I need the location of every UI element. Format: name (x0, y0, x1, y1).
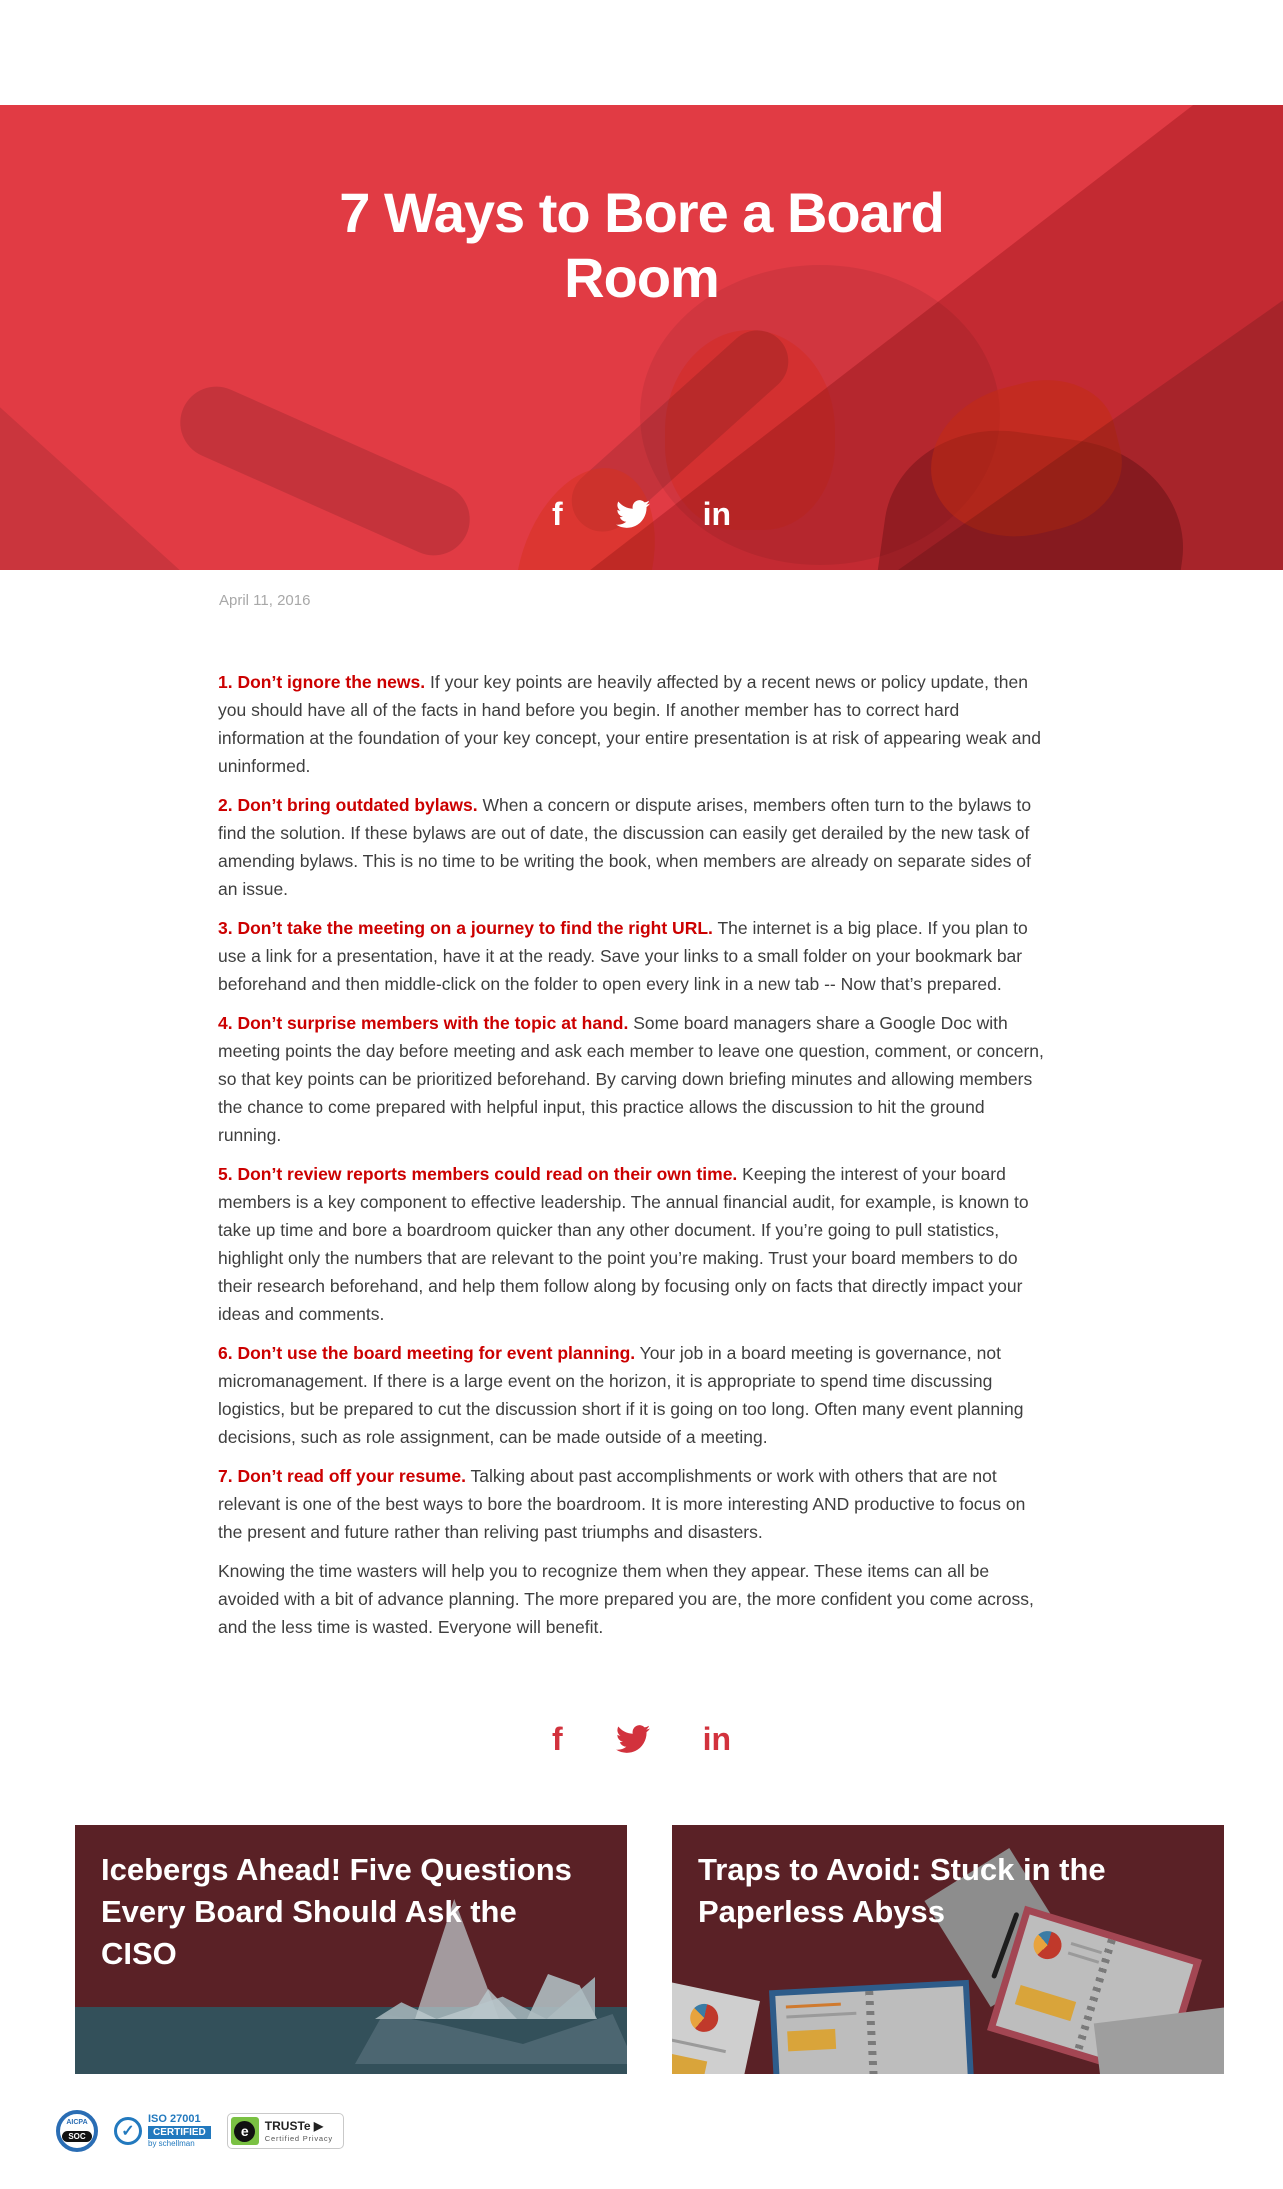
related-card-icebergs[interactable] (75, 1825, 627, 2074)
text-line (786, 2012, 856, 2019)
facebook-icon: f (551, 496, 563, 532)
twitter-share-button[interactable] (613, 1722, 653, 1756)
blue-notebook-illustration (769, 1980, 975, 2074)
twitter-share-button[interactable] (613, 497, 653, 531)
paragraph-text: Some board managers share a Google Doc with meeting points the day before meeting and ask each member to leave one question, comment, or concern, so that key points can be prioritized beforehand. By carving down briefing minutes and allowing members the chance to come prepared with helpful input, this practice allows the discussion to hit the ground running. (218, 1013, 1044, 1145)
truste-title: TRUSTe ▶ (264, 2119, 324, 2134)
article-paragraph (218, 1339, 1050, 1451)
iso-certified-label: CERTIFIED (148, 2126, 211, 2140)
truste-e-icon: e (234, 2121, 255, 2142)
article-body (218, 668, 1050, 1652)
linkedin-icon: in (702, 496, 732, 532)
article-paragraph (218, 1160, 1050, 1328)
truste-subtitle: Certified Privacy (264, 2133, 333, 2143)
linkedin-share-button[interactable] (703, 1723, 731, 1755)
paragraph-text: Knowing the time wasters will help you to recognize them when they appear. These items can all be avoided with a bit of advance planning. The more prepared you are, the more confident you come across, and the less time is wasted. Everyone will benefit. (218, 1561, 1034, 1637)
facebook-share-button[interactable] (552, 498, 563, 530)
twitter-icon (613, 1722, 653, 1756)
spiral-binding (865, 1991, 879, 2074)
paragraph-lead: 3. Don’t take the meeting on a journey to find the right URL. (218, 918, 713, 938)
facebook-icon: f (551, 1721, 563, 1757)
iso-schellman-label: by schellman (148, 2139, 195, 2149)
text-line (672, 2038, 726, 2053)
paragraph-text: When a concern or dispute arises, members often turn to the bylaws to find the solution. If these bylaws are out of date, the discussion can easily get derailed by the new task of amending bylaws. This is no time to be writing the book, when members are already on separate sides of an issue. (218, 795, 1032, 899)
paragraph-lead: 7. Don’t read off your resume. (218, 1466, 466, 1486)
related-card-paperless[interactable] (672, 1825, 1224, 2074)
text-line (1068, 1952, 1099, 1964)
article-paragraph (218, 914, 1050, 998)
page-title (0, 180, 1283, 310)
truste-badge[interactable] (227, 2113, 344, 2149)
page-title-line2: Room (564, 246, 719, 309)
bottom-share-row (0, 1722, 1283, 1756)
page-title-line1: 7 Ways to Bore a Board (339, 181, 944, 244)
highlight-block (672, 2052, 707, 2074)
paragraph-text: Your job in a board meeting is governance, not micromanagement. If there is a large event on the horizon, it is appropriate to spend time discussing logistics, but be prepared to cut the discussion short if it is going on too long. Often many event planning decisions, such as role assignment, can be made outside of a meeting. (218, 1343, 1024, 1447)
text-line (786, 2003, 841, 2009)
aicpa-label: AICPA (66, 2119, 88, 2126)
paragraph-lead: 1. Don’t ignore the news. (218, 672, 426, 692)
pie-chart-icon (688, 2001, 721, 2034)
twitter-icon (613, 497, 653, 531)
article-paragraph (218, 668, 1050, 780)
facebook-share-button[interactable] (552, 1723, 563, 1755)
related-card-title: Traps to Avoid: Stuck in the Paperless Abyss (698, 1852, 1106, 1929)
publish-date: April 11, 2016 (219, 592, 311, 609)
iso-checkmark-icon: ✓ (114, 2117, 142, 2145)
paragraph-text: The internet is a big place. If you plan to use a link for a presentation, have it at the ready. Save your links to a small folder on your bookmark bar beforehand and then middle-click on the folder to open every link in a new tab -- Now that’s prepared. (218, 918, 1028, 994)
paragraph-text: Keeping the interest of your board members is a key component to effective leadership. The annual financial audit, for example, is known to take up time and bore a boardroom quicker than any other document. If you’re going to pull statistics, highlight only the numbers that are relevant to the point you’re making. Trust your board members to do their research beforehand, and help them follow along by focusing only on facts that directly impact your ideas and comments. (218, 1164, 1029, 1324)
linkedin-share-button[interactable] (703, 498, 731, 530)
hero-social-row (0, 497, 1283, 531)
paragraph-lead: 4. Don’t surprise members with the topic at hand. (218, 1013, 629, 1033)
article-paragraph (218, 1557, 1050, 1641)
paragraph-text: If your key points are heavily affected by a recent news or policy update, then you should have all of the facts in hand before you begin. If another member has to correct hard information at the foundation of your key concept, your entire presentation is at risk of appearing weak and uninformed. (218, 672, 1041, 776)
article-paragraph (218, 791, 1050, 903)
certification-badges (56, 2110, 344, 2152)
iso-27001-badge[interactable] (114, 2113, 211, 2148)
soc-label: SOC (62, 2131, 91, 2142)
paper-sheet-illustration (672, 1981, 760, 2074)
article-paragraph (218, 1009, 1050, 1149)
text-line (1071, 1942, 1102, 1954)
truste-logo (231, 2117, 259, 2145)
linkedin-icon: in (702, 1721, 732, 1757)
article-paragraph (218, 1462, 1050, 1546)
paragraph-lead: 5. Don’t review reports members could read on their own time. (218, 1164, 738, 1184)
hero-banner (0, 105, 1283, 570)
highlight-block (1015, 1985, 1076, 2021)
related-card-title: Icebergs Ahead! Five Questions Every Board Should Ask the CISO (101, 1852, 572, 1971)
paragraph-lead: 2. Don’t bring outdated bylaws. (218, 795, 478, 815)
iso-title: ISO 27001 (148, 2113, 201, 2126)
aicpa-soc-badge[interactable] (56, 2110, 98, 2152)
highlight-block (787, 2029, 836, 2051)
paragraph-text: Talking about past accomplishments or work with others that are not relevant is one of the best ways to bore the boardroom. It is more interesting AND productive to focus on the present and future rather than reliving past triumphs and disasters. (218, 1466, 1026, 1542)
paragraph-lead: 6. Don’t use the board meeting for event planning. (218, 1343, 636, 1363)
